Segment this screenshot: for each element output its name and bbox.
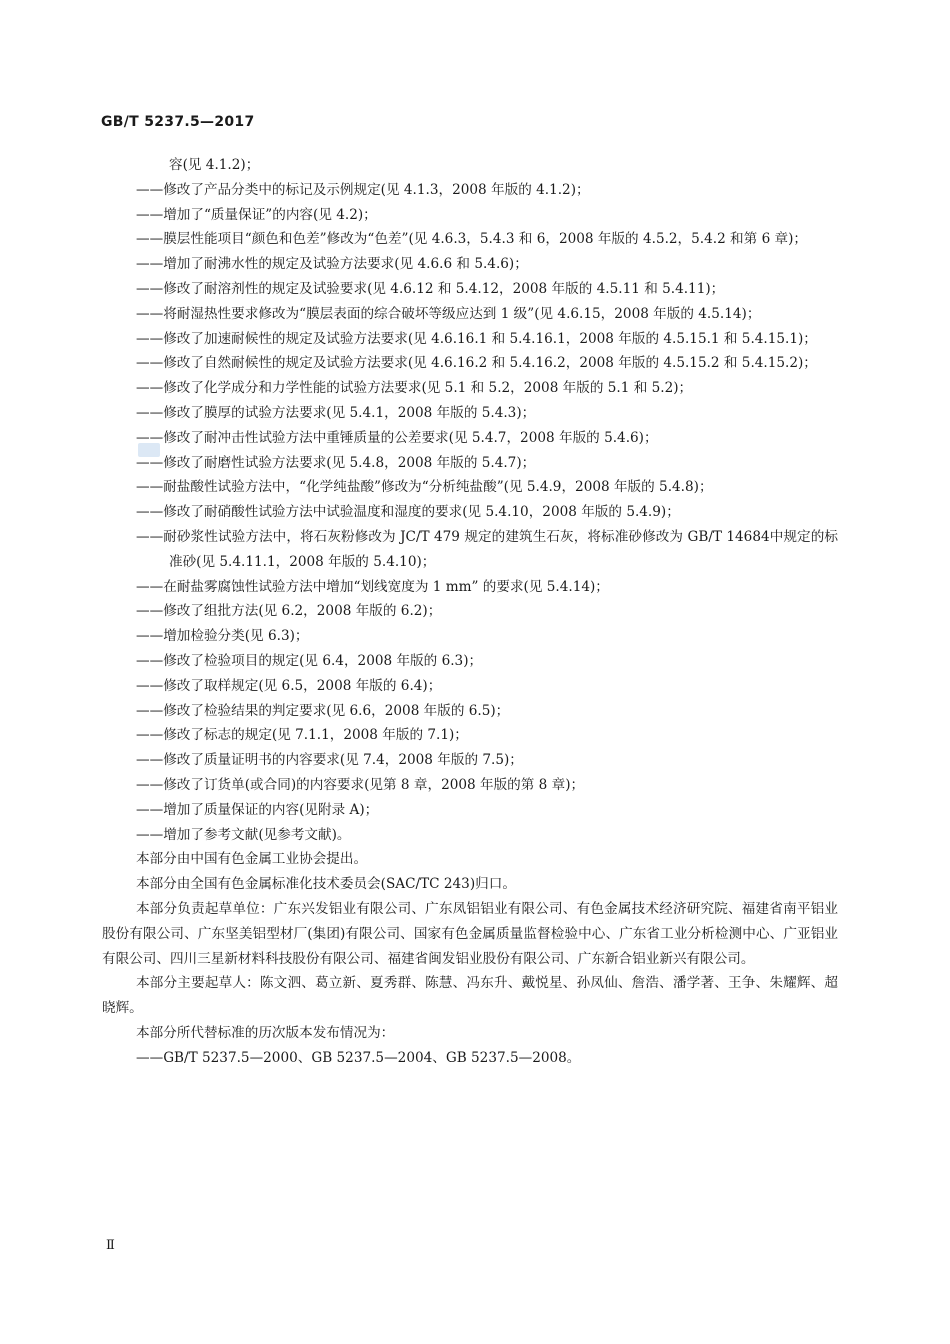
list-item: ——修改了自然耐候性的规定及试验方法要求(见 4.6.16.2 和 5.4.16.2，2008 年版的 4.5.15.2 和 5.4.15.2)；: [136, 355, 817, 372]
history-item: ——GB/T 5237.5—2000、GB 5237.5—2004、GB 5237.5—2008。: [136, 1049, 581, 1066]
list-item: ——增加了质量保证的内容(见附录 A)；: [136, 801, 379, 818]
list-item: ——修改了标志的规定(见 7.1.1，2008 年版的 7.1)；: [136, 727, 468, 744]
list-item: ——增加检验分类(见 6.3)；: [136, 628, 309, 645]
list-item: ——增加了参考文献(见参考文献)。: [136, 826, 351, 843]
list-item: ——修改了化学成分和力学性能的试验方法要求(见 5.1 和 5.2，2008 年版的 5.1 和 5.2)；: [136, 380, 693, 397]
list-item: ——增加了耐沸水性的规定及试验方法要求(见 4.6.6 和 5.4.6)；: [136, 256, 528, 273]
list-item: ——修改了质量证明书的内容要求(见 7.4，2008 年版的 7.5)；: [136, 752, 523, 769]
list-item: ——修改了耐磨性试验方法要求(见 5.4.8，2008 年版的 5.4.7)；: [136, 454, 536, 471]
list-item: ——修改了取样规定(见 6.5，2008 年版的 6.4)；: [136, 677, 442, 694]
standard-code: GB/T 5237.5—2017: [101, 114, 255, 130]
list-item: ——增加了“质量保证”的内容(见 4.2)；: [136, 206, 377, 223]
list-item: ——修改了组批方法(见 6.2，2008 年版的 6.2)；: [136, 603, 442, 620]
continuation-line: 容(见 4.1.2)；: [169, 157, 260, 173]
list-item: ——修改了检验项目的规定(见 6.4，2008 年版的 6.3)；: [136, 652, 483, 669]
page-number: Ⅱ: [106, 1238, 115, 1253]
list-item: ——修改了膜厚的试验方法要求(见 5.4.1，2008 年版的 5.4.3)；: [136, 404, 536, 421]
paragraph-proposer: 本部分由中国有色金属工业协会提出。: [136, 851, 368, 868]
list-item: ——修改了耐冲击性试验方法中重锤质量的公差要求(见 5.4.7，2008 年版的 5.4.6)；: [136, 429, 658, 446]
list-item: ——膜层性能项目“颜色和色差”修改为“色差”(见 4.6.3，5.4.3 和 6，2008 年版的 4.5.2，5.4.2 和第 6 章)；: [136, 231, 808, 248]
list-item: ——修改了加速耐候性的规定及试验方法要求(见 4.6.16.1 和 5.4.16.1，2008 年版的 4.5.15.1 和 5.4.15.1)；: [136, 330, 817, 347]
list-item: ——修改了订货单(或合同)的内容要求(见第 8 章，2008 年版的第 8 章)；: [136, 776, 585, 793]
paragraph-drafting-units: 本部分负责起草单位：广东兴发铝业有限公司、广东凤铝铝业有限公司、有色金属技术经济研究院、福建省南平铝业股份有限公司、广东坚美铝型材厂(集团)有限公司、国家有色金属质量监督检验中心、广东省工业分析检测中心、广亚铝业有限公司、四川三星新材料科技股份有限公司、福建省闽发铝业股份有限公司、广东新合铝业新兴有限公司。: [102, 900, 838, 967]
list-item: ——耐盐酸性试验方法中，“化学纯盐酸”修改为“分析纯盐酸”(见 5.4.9，2008 年版的 5.4.8)；: [136, 479, 713, 496]
paragraph-committee: 本部分由全国有色金属标准化技术委员会(SAC/TC 243)归口。: [136, 876, 516, 893]
paragraph-history-intro: 本部分所代替标准的历次版本发布情况为：: [136, 1024, 395, 1041]
list-item: ——修改了产品分类中的标记及示例规定(见 4.1.3，2008 年版的 4.1.2)；: [136, 181, 590, 198]
list-item: ——在耐盐雾腐蚀性试验方法中增加“划线宽度为 1 mm” 的要求(见 5.4.14)；: [136, 578, 609, 595]
list-item: ——耐砂浆性试验方法中，将石灰粉修改为 JC/T 479 规定的建筑生石灰，将标准砂修改为 GB/T 14684中规定的标准砂(见 5.4.11.1，2008 年版的 5.4.10)；: [136, 528, 838, 570]
paragraph-drafters: 本部分主要起草人：陈文泗、葛立新、夏秀群、陈慧、冯东升、戴悦星、孙凤仙、詹浩、潘学著、王争、朱耀辉、超晓辉。: [102, 975, 838, 1017]
document-body: [102, 153, 838, 1070]
list-item: ——修改了检验结果的判定要求(见 6.6，2008 年版的 6.5)；: [136, 702, 510, 719]
list-item: ——修改了耐溶剂性的规定及试验要求(见 4.6.12 和 5.4.12，2008 年版的 4.5.11 和 5.4.11)；: [136, 280, 725, 297]
list-item: ——修改了耐硝酸性试验方法中试验温度和湿度的要求(见 5.4.10，2008 年版的 5.4.9)；: [136, 504, 680, 521]
list-item: ——将耐湿热性要求修改为“膜层表面的综合破坏等级应达到 1 级”(见 4.6.15，2008 年版的 4.5.14)；: [136, 305, 761, 322]
